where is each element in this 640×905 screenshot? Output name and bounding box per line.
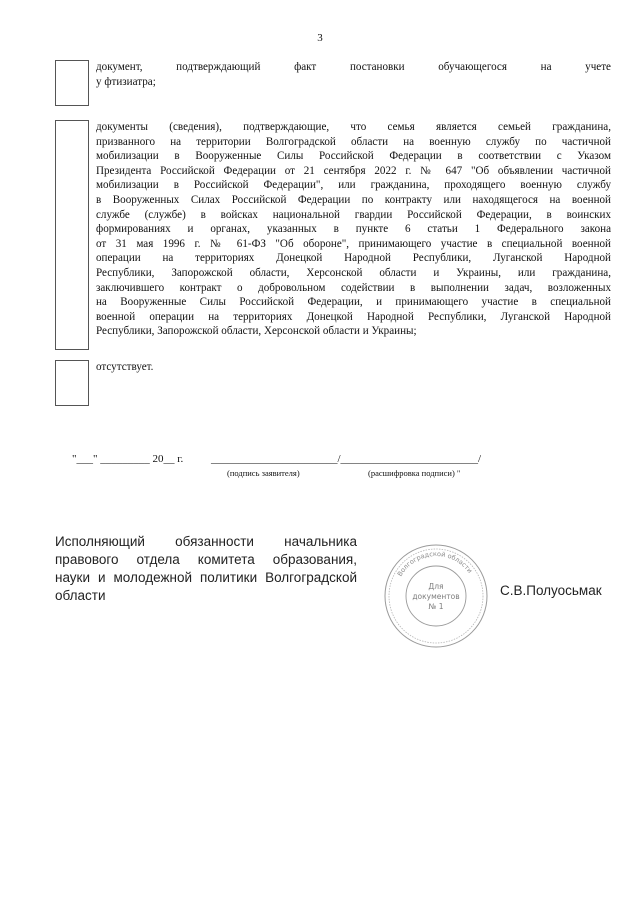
option-text — [96, 60, 611, 89]
seal-text-line: Для — [428, 582, 444, 591]
text-line: на Вооруженные Силы Российской Федерации, и принимающего участие в специальной — [96, 296, 611, 309]
official-title-line: правового отдела комитета образования, — [55, 552, 357, 567]
text-line: от 31 мая 1996 г. № 61-ФЗ "Об обороне", принимающего участие в специальной военной — [96, 237, 611, 250]
official-title-line: Исполняющий обязанности начальника — [55, 534, 357, 549]
option-checkbox[interactable] — [55, 60, 89, 106]
text-line: Республики, Запорожской области, Херсонской области и Украины; — [96, 325, 417, 338]
option-tuberculosis-registration — [55, 60, 611, 106]
text-line: заключившего контракт о добровольном содействии в выполнении задач, возложенных — [96, 281, 611, 294]
text-line: мобилизации в Вооруженные Силы Российской Федерации в соответствии с Указом — [96, 150, 611, 163]
text-line: военной операции на территориях Донецкой Народной Республики, Луганской Народной — [96, 310, 611, 323]
text-line: отсутствует. — [96, 361, 154, 373]
text-line: Президента Российской Федерации от 21 сентября 2022 г. № 647 "Об объявлении частичной — [96, 164, 611, 177]
option-text — [96, 360, 611, 375]
seal-ring-text: Волгоградской области — [395, 549, 474, 578]
signature-caption: (подпись заявителя) — [227, 468, 300, 478]
option-checkbox[interactable] — [55, 120, 89, 350]
date-line: "___" _________ 20__ г. — [72, 453, 184, 465]
text-line: службе (службе) в войсках национальной гвардии Российской Федерации, в воинских — [96, 208, 611, 221]
option-absent — [55, 360, 611, 406]
text-line: документы (сведения), подтверждающие, что семья является семьей гражданина, — [96, 121, 611, 133]
text-line: Республики, Запорожской области, Херсонской области и Украины, или гражданина, — [96, 266, 611, 279]
text-line: мобилизации в Российской Федерации", или гражданина, проходящего военную службу — [96, 179, 611, 192]
official-title-line: науки и молодежной политики Волгоградской — [55, 570, 357, 585]
signature-line: _______________________/_________________________/ — [211, 453, 482, 465]
text-line: формированиях и органах, указанных в пункте 6 статьи 1 Федерального закона — [96, 223, 611, 236]
text-line: у фтизиатра; — [96, 75, 156, 88]
seal-text-line: документов — [412, 592, 460, 601]
text-line: в Вооруженных Силах Российской Федерации по контракту или находящегося на военной — [96, 193, 611, 206]
official-seal-stamp — [383, 543, 489, 649]
official-title — [55, 533, 357, 605]
option-checkbox[interactable] — [55, 360, 89, 406]
text-line: документ, подтверждающий факт постановки обучающегося на учете — [96, 61, 611, 73]
signer-name: С.В.Полуосьмак — [500, 583, 602, 598]
official-title-line: области — [55, 588, 106, 603]
text-line: операции на территориях Донецкой Народной Республики, Луганской Народной — [96, 252, 611, 265]
option-mobilization-documents — [55, 120, 611, 350]
decode-caption: (расшифровка подписи) " — [368, 468, 461, 478]
text-line: призванного на территории Волгоградской области на военную службу по частичной — [96, 135, 611, 148]
seal-text-line: № 1 — [428, 602, 444, 611]
option-text — [96, 120, 611, 339]
page-number: 3 — [317, 32, 323, 44]
